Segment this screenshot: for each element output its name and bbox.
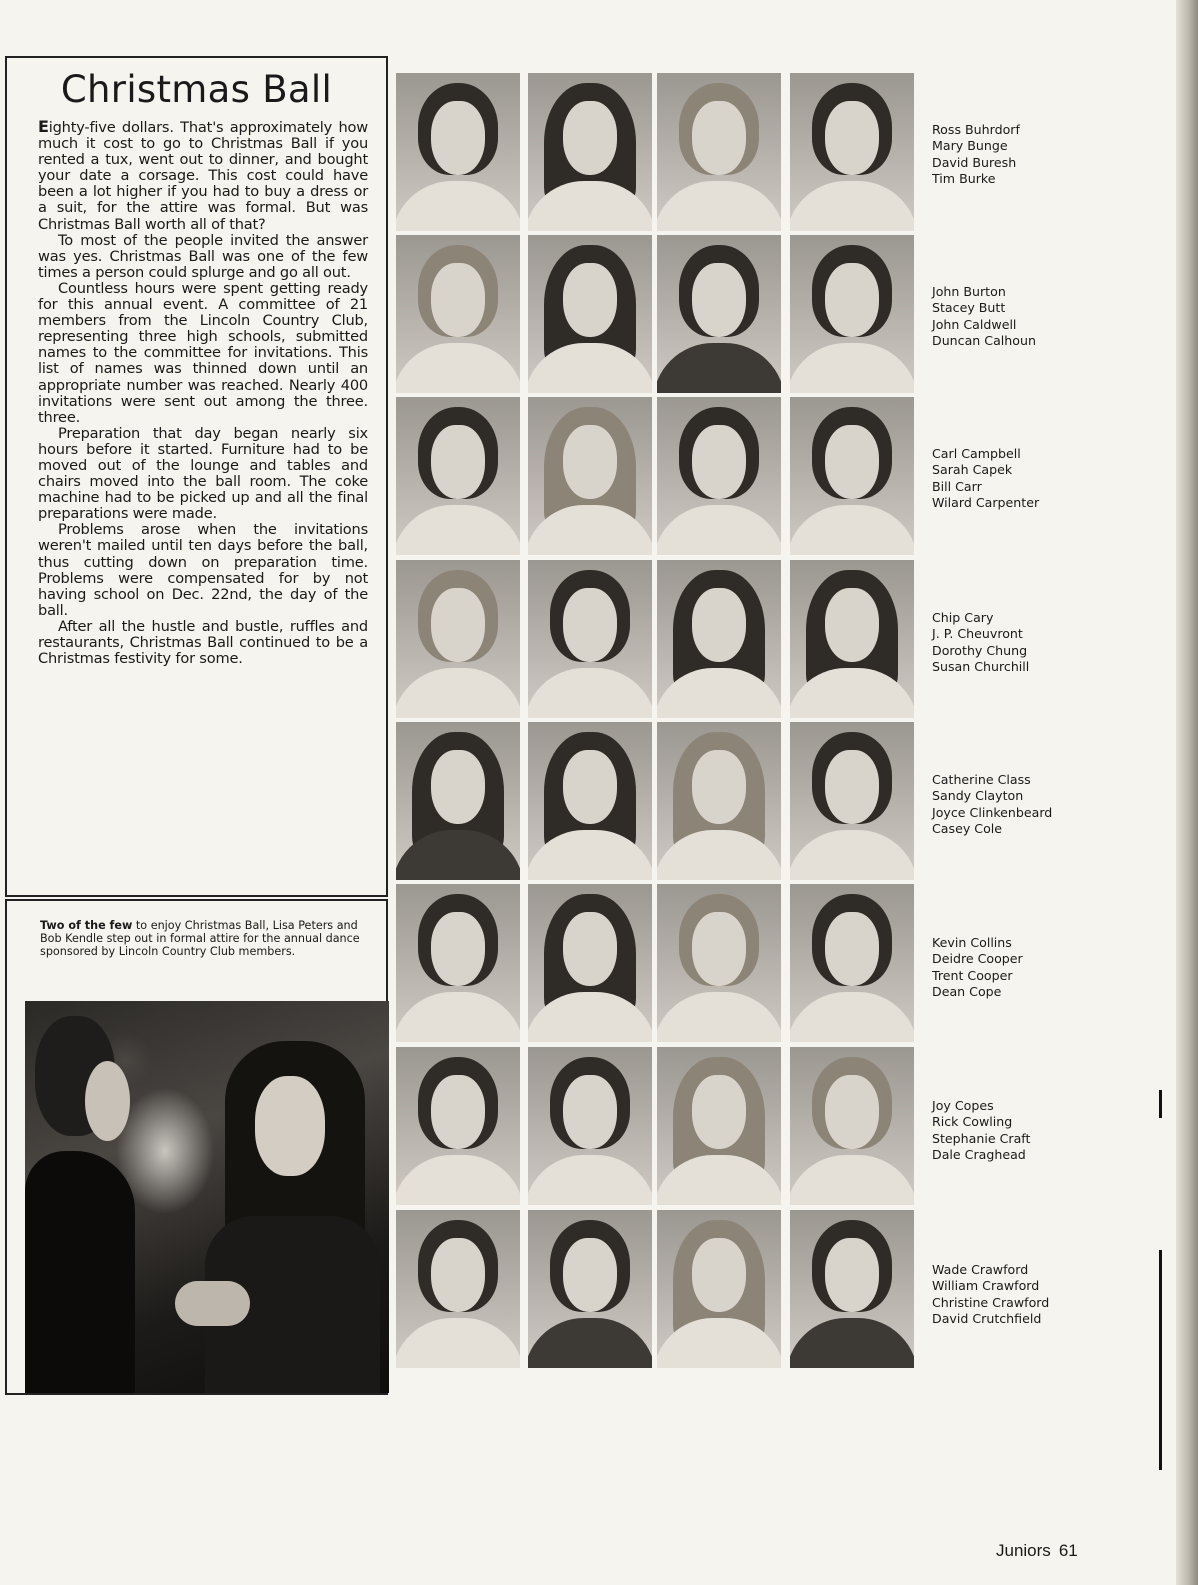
student-name: Dorothy Chung	[932, 642, 1028, 658]
student-name: Sandy Clayton	[932, 788, 1024, 804]
portrait-shoulders	[396, 181, 520, 231]
portrait-face	[825, 1238, 879, 1312]
story-paragraph: Countless hours were spent getting ready for this annual event. A committee of 21 members from the Lincoln Country Club, representing three high schools, submitted names to the committee for invitations. This list of names was thinned down until an appropriate number was reached. Nearly 400 invitations were sent out among the three. three.	[38, 279, 368, 426]
portrait-shoulders	[396, 505, 520, 555]
portrait-face	[825, 912, 879, 986]
story-title: Christmas Ball	[60, 68, 333, 111]
student-portrait	[396, 560, 520, 718]
student-name: Deidre Cooper	[932, 951, 1023, 967]
portrait-face	[563, 588, 617, 662]
student-portrait	[657, 560, 781, 718]
story-text	[38, 119, 368, 667]
portrait-shoulders	[396, 1155, 520, 1205]
portrait-shoulders	[790, 1155, 914, 1205]
student-portrait	[790, 884, 914, 1042]
student-portrait	[790, 722, 914, 880]
student-portrait	[790, 1047, 914, 1205]
portrait-shoulders	[396, 1318, 520, 1368]
portrait-shoulders	[790, 343, 914, 393]
portrait-face	[825, 425, 879, 499]
portrait-face	[431, 750, 485, 824]
christmas-ball-photo	[25, 1001, 389, 1393]
portrait-face	[692, 1238, 746, 1312]
story-box	[5, 56, 388, 897]
portrait-shoulders	[790, 181, 914, 231]
student-name: Carl Campbell	[932, 446, 1021, 461]
photo-figure	[85, 1061, 130, 1141]
portrait-shoulders	[396, 992, 520, 1042]
student-name: Ross Buhrdorf	[932, 122, 1020, 137]
student-name: John Burton	[932, 284, 1006, 299]
photo-figure	[255, 1076, 325, 1176]
student-portrait	[396, 73, 520, 231]
page-number: 61	[1058, 1541, 1078, 1560]
portrait-shoulders	[657, 343, 781, 393]
student-portrait	[657, 1047, 781, 1205]
photo-figure	[25, 1151, 135, 1393]
student-name: Catherine Class	[932, 772, 1031, 787]
student-name: Rick Cowling	[932, 1114, 1013, 1130]
student-name: Joyce Clinkenbeard	[932, 804, 1053, 820]
portrait-face	[825, 263, 879, 337]
portrait-shoulders	[528, 1155, 652, 1205]
portrait-shoulders	[657, 505, 781, 555]
portrait-shoulders	[790, 505, 914, 555]
student-portrait	[790, 73, 914, 231]
student-name: Susan Churchill	[932, 658, 1030, 674]
student-portrait	[790, 397, 914, 555]
binding-mark	[1159, 1090, 1162, 1118]
story-paragraph: Problems arose when the invitations weren't mailed until ten days before the ball, thus cutting down on preparation time. Problems were compensated for by not having school on Dec. 22nd, the day of the ball.	[38, 521, 368, 619]
student-portrait	[790, 235, 914, 393]
story-paragraph: Preparation that day began nearly six hours before it started. Furniture had to be moved out of the lounge and tables and chairs moved into the ball room. The coke machine had to be picked up and all the final preparations were made.	[38, 424, 368, 523]
student-name: Joy Copes	[932, 1098, 994, 1113]
portrait-shoulders	[396, 668, 520, 718]
portrait-face	[692, 588, 746, 662]
student-portrait	[528, 722, 652, 880]
student-portrait	[657, 884, 781, 1042]
student-portrait	[396, 884, 520, 1042]
portrait-name-list	[932, 610, 1029, 675]
student-portrait	[528, 884, 652, 1042]
student-name: Sarah Capek	[932, 462, 1013, 478]
portrait-name-list	[932, 772, 1052, 837]
student-name: David Crutchfield	[932, 1310, 1042, 1326]
story-paragraph: To most of the people invited the answer was yes. Christmas Ball was one of the few times a person could splurge and go all out.	[38, 231, 368, 281]
portrait-shoulders	[396, 343, 520, 393]
student-portrait	[396, 1047, 520, 1205]
student-name: Tim Burke	[932, 170, 996, 186]
student-portrait	[396, 235, 520, 393]
portrait-face	[825, 588, 879, 662]
student-portrait	[790, 560, 914, 718]
section-name: Juniors	[996, 1541, 1051, 1560]
photo-figure	[175, 1281, 250, 1326]
portrait-face	[563, 1238, 617, 1312]
student-name: Casey Cole	[932, 820, 1003, 836]
student-portrait	[528, 1210, 652, 1368]
portrait-name-list	[932, 1098, 1030, 1163]
photo-caption	[40, 919, 372, 958]
portrait-shoulders	[528, 1318, 652, 1368]
student-name: Dale Craghead	[932, 1146, 1026, 1162]
portrait-name-list	[932, 446, 1039, 511]
portrait-face	[563, 425, 617, 499]
student-name: J. P. Cheuvront	[932, 626, 1023, 642]
portrait-face	[825, 101, 879, 175]
caption-lead: Two of the few	[40, 919, 133, 932]
student-name: Kevin Collins	[932, 935, 1012, 950]
portrait-face	[563, 1075, 617, 1149]
portrait-face	[431, 425, 485, 499]
student-portrait	[528, 560, 652, 718]
student-portrait	[657, 73, 781, 231]
student-portrait	[790, 1210, 914, 1368]
portrait-shoulders	[657, 181, 781, 231]
student-name: Trent Cooper	[932, 967, 1013, 983]
student-portrait	[657, 235, 781, 393]
portrait-face	[563, 912, 617, 986]
portrait-shoulders	[790, 830, 914, 880]
binding-mark	[1159, 1250, 1162, 1470]
portrait-face	[692, 101, 746, 175]
portrait-face	[692, 1075, 746, 1149]
student-portrait	[528, 73, 652, 231]
student-portrait	[528, 235, 652, 393]
student-name: Christine Crawford	[932, 1294, 1050, 1310]
student-name: David Buresh	[932, 154, 1017, 170]
student-name: Duncan Calhoun	[932, 332, 1036, 348]
page-edge	[1176, 0, 1198, 1585]
student-portrait	[396, 1210, 520, 1368]
student-name: Wade Crawford	[932, 1262, 1029, 1277]
portrait-name-list	[932, 935, 1023, 1000]
student-portrait	[396, 397, 520, 555]
student-portrait	[657, 1210, 781, 1368]
student-portrait	[528, 1047, 652, 1205]
portrait-face	[563, 101, 617, 175]
portrait-face	[692, 912, 746, 986]
portrait-face	[431, 588, 485, 662]
student-name: William Crawford	[932, 1278, 1040, 1294]
story-lead-text: ighty-five dollars. That's approximately how much it cost to go to Christmas Ball if you rented a tux, went out to dinner, and bought your date a corsage. This cost could have been a lot higher if you had to buy a dress or a suit, for the attire was formal. But was Christmas Ball worth all of that?	[38, 119, 368, 233]
student-name: Dean Cope	[932, 983, 1002, 999]
portrait-face	[563, 263, 617, 337]
portrait-name-list	[932, 1262, 1049, 1327]
student-portrait	[396, 722, 520, 880]
portrait-face	[431, 1238, 485, 1312]
portrait-shoulders	[657, 992, 781, 1042]
portrait-face	[431, 912, 485, 986]
portrait-face	[431, 1075, 485, 1149]
drop-cap: E	[38, 117, 49, 136]
student-name: Wilard Carpenter	[932, 494, 1040, 510]
portrait-name-list	[932, 284, 1036, 349]
student-name: Mary Bunge	[932, 138, 1008, 154]
portrait-name-list	[932, 122, 1020, 187]
student-portrait	[657, 397, 781, 555]
portrait-shoulders	[790, 1318, 914, 1368]
portrait-face	[431, 101, 485, 175]
story-paragraph: After all the hustle and bustle, ruffles and restaurants, Christmas Ball continued to be a Christmas festivity for some.	[38, 617, 368, 668]
student-name: John Caldwell	[932, 316, 1017, 332]
portrait-shoulders	[790, 992, 914, 1042]
student-name: Bill Carr	[932, 478, 982, 494]
portrait-face	[692, 263, 746, 337]
portrait-face	[692, 750, 746, 824]
portrait-face	[692, 425, 746, 499]
student-name: Stephanie Craft	[932, 1130, 1031, 1146]
portrait-face	[825, 1075, 879, 1149]
photo-caption-box	[5, 899, 388, 1395]
student-portrait	[528, 397, 652, 555]
caption-text: to enjoy Christmas Ball, Lisa Peters and Bob Kendle step out in formal attire for the annual dance sponsored by Lincoln Country Club members.	[40, 919, 360, 958]
portrait-face	[431, 263, 485, 337]
story-lead-paragraph	[38, 119, 368, 233]
student-name: Chip Cary	[932, 610, 994, 625]
portrait-shoulders	[528, 668, 652, 718]
page-footer	[996, 1541, 1078, 1561]
student-portrait	[657, 722, 781, 880]
student-name: Stacey Butt	[932, 300, 1006, 316]
portrait-face	[563, 750, 617, 824]
portrait-face	[825, 750, 879, 824]
